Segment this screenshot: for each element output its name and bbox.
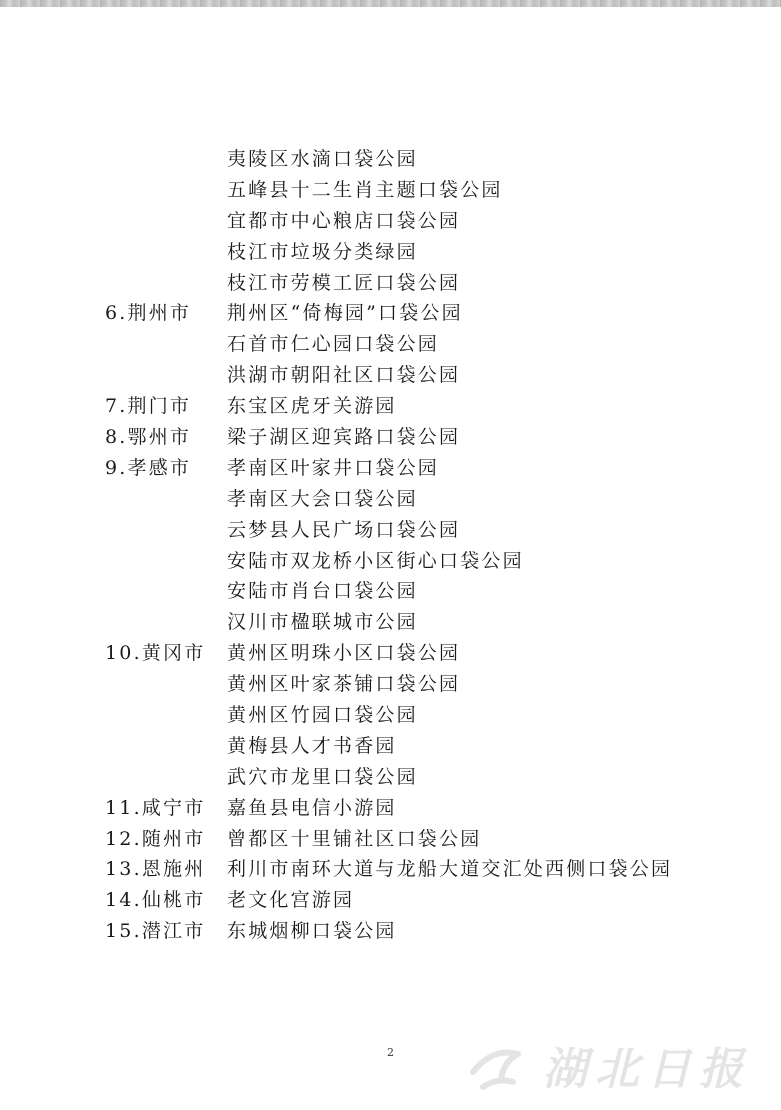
park-name: 武穴市龙里口袋公园 bbox=[227, 765, 418, 788]
park-name: 东城烟柳口袋公园 bbox=[227, 920, 397, 943]
park-list bbox=[105, 144, 745, 947]
list-item bbox=[105, 515, 745, 546]
park-name: 嘉鱼县电信小游园 bbox=[227, 796, 397, 819]
park-name: 梁子湖区迎宾路口袋公园 bbox=[227, 426, 461, 449]
page-number: 2 bbox=[387, 1046, 394, 1059]
park-name: 安陆市肖台口袋公园 bbox=[227, 580, 418, 603]
park-name: 洪湖市朝阳社区口袋公园 bbox=[227, 364, 461, 387]
list-item bbox=[105, 206, 745, 237]
list-item bbox=[105, 175, 745, 206]
city-label: 14.仙桃市 bbox=[105, 889, 206, 912]
list-item bbox=[105, 422, 745, 453]
list-item bbox=[105, 731, 745, 762]
list-item bbox=[105, 607, 745, 638]
city-label: 9.孝感市 bbox=[105, 456, 192, 479]
park-name: 荆州区“倚梅园”口袋公园 bbox=[227, 302, 463, 325]
list-item bbox=[105, 700, 745, 731]
list-item bbox=[105, 916, 745, 947]
newspaper-watermark-logo bbox=[463, 1032, 763, 1102]
list-item bbox=[105, 360, 745, 391]
list-item bbox=[105, 793, 745, 824]
city-label: 6.荆州市 bbox=[105, 302, 192, 325]
park-name: 老文化宫游园 bbox=[227, 889, 355, 912]
park-name: 黄州区叶家茶铺口袋公园 bbox=[227, 673, 461, 696]
park-name: 东宝区虎牙关游园 bbox=[227, 395, 397, 418]
list-item bbox=[105, 576, 745, 607]
list-item bbox=[105, 298, 745, 329]
city-label: 12.随州市 bbox=[105, 827, 206, 850]
list-item bbox=[105, 638, 745, 669]
park-name: 黄梅县人才书香园 bbox=[227, 734, 397, 757]
park-name: 孝南区大会口袋公园 bbox=[227, 487, 418, 510]
park-name: 利川市南环大道与龙船大道交汇处西侧口袋公园 bbox=[227, 858, 673, 881]
city-label: 13.恩施州 bbox=[105, 858, 206, 881]
park-name: 孝南区叶家井口袋公园 bbox=[227, 456, 440, 479]
list-item bbox=[105, 453, 745, 484]
park-name: 汉川市楹联城市公园 bbox=[227, 611, 418, 634]
park-name: 安陆市双龙桥小区街心口袋公园 bbox=[227, 549, 524, 572]
scan-edge-artifact bbox=[0, 0, 781, 7]
city-label: 10.黄冈市 bbox=[105, 642, 206, 665]
list-item bbox=[105, 237, 745, 268]
list-item bbox=[105, 762, 745, 793]
list-item bbox=[105, 144, 745, 175]
city-label: 7.荆门市 bbox=[105, 395, 192, 418]
bird-emblem-icon bbox=[473, 1052, 518, 1087]
watermark-text: 湖北日报 bbox=[543, 1044, 751, 1095]
park-name: 黄州区明珠小区口袋公园 bbox=[227, 642, 461, 665]
park-name: 五峰县十二生肖主题口袋公园 bbox=[227, 178, 503, 201]
park-name: 枝江市劳模工匠口袋公园 bbox=[227, 271, 461, 294]
list-item bbox=[105, 268, 745, 299]
city-label: 8.鄂州市 bbox=[105, 426, 192, 449]
park-name: 黄州区竹园口袋公园 bbox=[227, 704, 418, 727]
park-name: 枝江市垃圾分类绿园 bbox=[227, 240, 418, 263]
list-item bbox=[105, 391, 745, 422]
list-item bbox=[105, 824, 745, 855]
city-label: 15.潜江市 bbox=[105, 920, 206, 943]
park-name: 曾都区十里铺社区口袋公园 bbox=[227, 827, 482, 850]
list-item bbox=[105, 854, 745, 885]
list-item bbox=[105, 546, 745, 577]
park-name: 云梦县人民广场口袋公园 bbox=[227, 518, 461, 541]
list-item bbox=[105, 885, 745, 916]
list-item bbox=[105, 669, 745, 700]
park-name: 宜都市中心粮店口袋公园 bbox=[227, 209, 461, 232]
park-name: 石首市仁心园口袋公园 bbox=[227, 333, 440, 356]
park-name: 夷陵区水滴口袋公园 bbox=[227, 148, 418, 170]
list-item bbox=[105, 484, 745, 515]
city-label: 11.咸宁市 bbox=[105, 796, 206, 819]
list-item bbox=[105, 329, 745, 360]
